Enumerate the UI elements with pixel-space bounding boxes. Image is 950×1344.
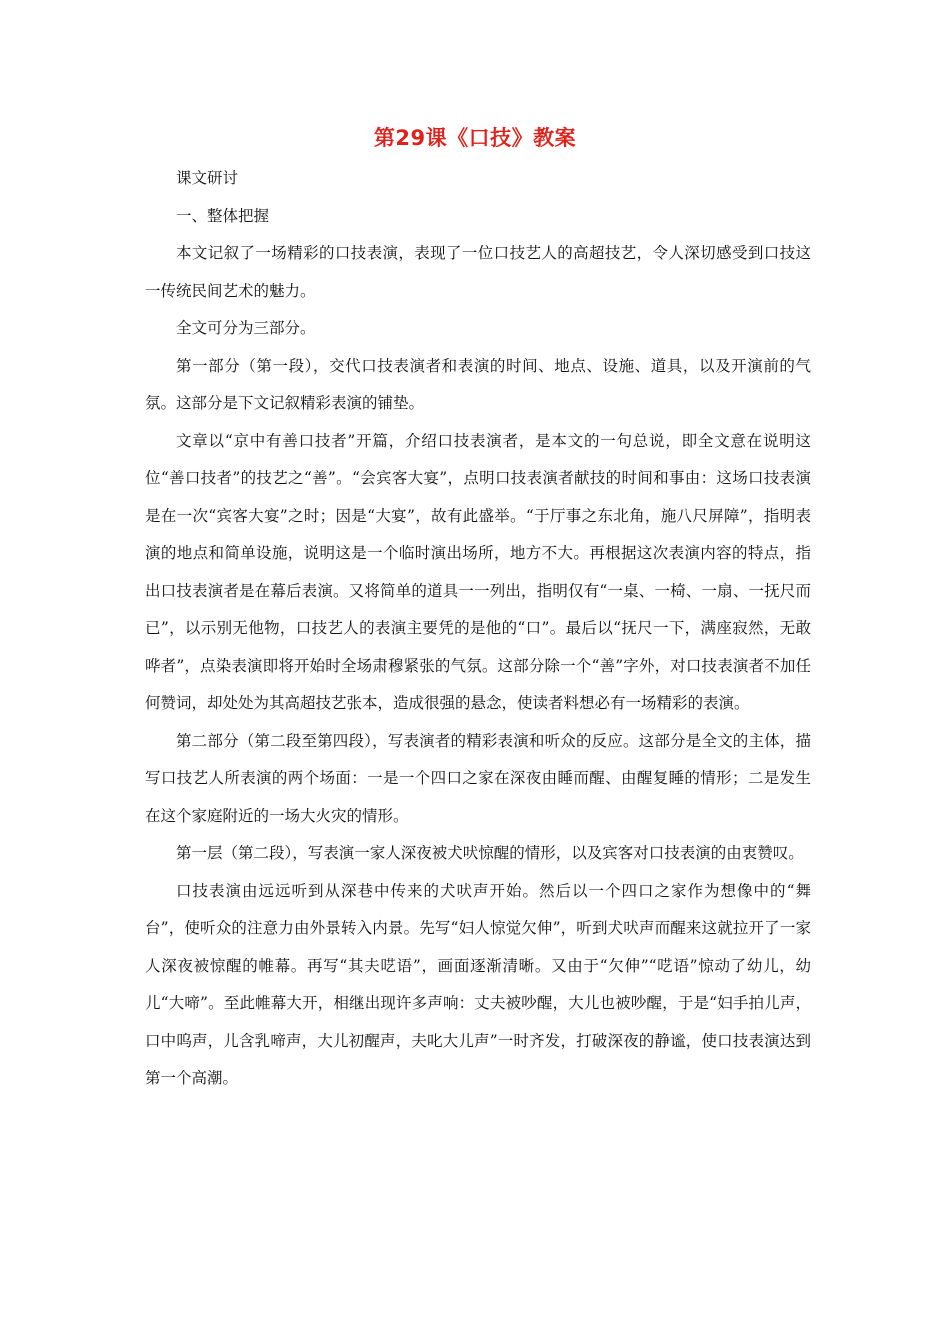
paragraph: 文章以“京中有善口技者”开篇，介绍口技表演者，是本文的一句总说，即全文意在说明这位“善口技者”的技艺之“善”。“会宾客大宴”，点明口技表演者献技的时间和事由：这场口技表演是在一次“宾客大宴”之时；因是“大宴”，故有此盛举。“于厅事之东北角，施八尺屏障”，指明表演的地点和简单设施，说明这是一个临时演出场所，地方不大。再根据这次表演内容的特点，指出口技表演者是在幕后表演。又将简单的道具一一列出，指明仅有“一桌、一椅、一扇、一抚尺而已”，以示别无他物，口技艺人的表演主要凭的是他的“口”。最后以“抚尺一下，满座寂然，无敢哗者”，点染表演即将开始时全场肃穆紧张的气氛。这部分除一个“善”字外，对口技表演者不加任何赞词，却处处为其高超技艺张本，造成很强的悬念，使读者料想必有一场精彩的表演。: [145, 431, 811, 712]
paragraph: 口技表演由远远听到从深巷中传来的犬吠声开始。然后以一个四口之家作为想像中的“舞台”，使听众的注意力由外景转入内景。先写“妇人惊觉欠伸”，听到犬吠声而醒来这就拉开了一家人深夜被惊醒的帷幕。再写“其夫呓语”，画面逐渐清晰。又由于“欠伸”“呓语”惊动了幼儿，幼儿“大啼”。至此帷幕大开，相继出现许多声响：丈夫被吵醒，大儿也被吵醒，于是“妇手拍儿声，口中呜声，儿含乳啼声，大儿初醒声，夫叱大儿声”一时齐发，打破深夜的静谧，使口技表演达到第一个高潮。: [145, 881, 811, 1087]
document-title: 第29课《口技》教案: [373, 126, 577, 150]
paragraph: 全文可分为三部分。: [176, 319, 316, 337]
subsection-heading: 一、整体把握: [176, 206, 270, 225]
paragraph: 第一部分（第一段），交代口技表演者和表演的时间、地点、设施、道具，以及开演前的气氛。这部分是下文记叙精彩表演的铺垫。: [145, 356, 811, 412]
document-body: [145, 160, 811, 1098]
section-heading: 课文研讨: [176, 169, 239, 187]
paragraph: 第一层（第二段），写表演一家人深夜被犬吠惊醒的情形，以及宾客对口技表演的由衷赞叹。: [176, 844, 804, 862]
paragraph: 第二部分（第二段至第四段），写表演者的精彩表演和听众的反应。这部分是全文的主体，描写口技艺人所表演的两个场面：一是一个四口之家在深夜由睡而醒、由醒复睡的情形；二是发生在这个家庭附近的一场大火灾的情形。: [145, 731, 811, 825]
paragraph: 本文记叙了一场精彩的口技表演，表现了一位口技艺人的高超技艺，令人深切感受到口技这一传统民间艺术的魅力。: [145, 244, 811, 300]
